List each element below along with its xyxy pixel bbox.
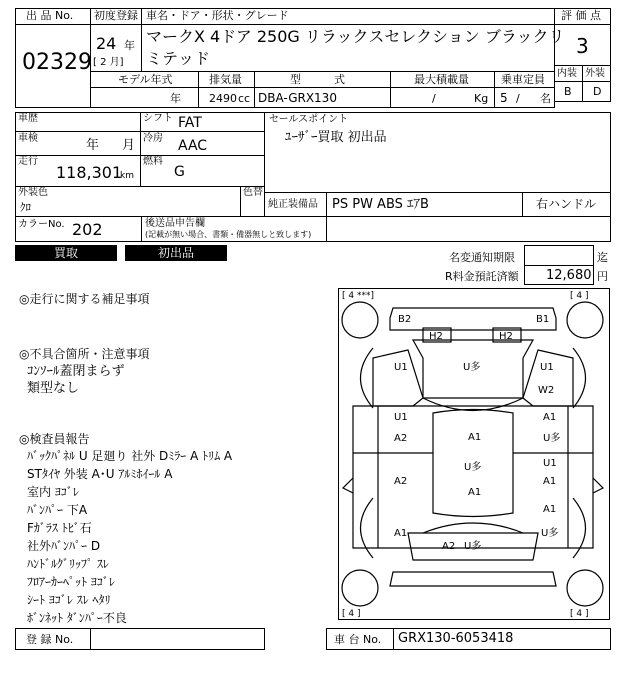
mileage-unit: km — [120, 171, 134, 181]
color-no-value: 202 — [72, 220, 103, 239]
defect-line: 類型なし — [27, 381, 80, 396]
displacement-unit: cc — [238, 92, 251, 105]
mark-roof-u: U多 — [464, 462, 482, 473]
mark-bumper-a2: A2 — [442, 541, 456, 552]
interior-label: 内装 — [557, 68, 577, 79]
inspector-title: ◎検査員報告 — [19, 432, 90, 446]
model-year-label: モデル年式 — [118, 73, 173, 86]
wheel-front-right — [567, 570, 603, 606]
mark-rear-door-l-a2: A2 — [394, 433, 408, 444]
mark-roof-a1-top: A1 — [468, 432, 482, 443]
car-name-line1: マークX 4ドア 250G リラックスセレクション ブラックリ — [146, 27, 565, 46]
wheel-rear-left — [342, 302, 378, 338]
tire-label-tr: [ 4 ] — [570, 291, 589, 301]
mileage-value: 118,301 — [56, 163, 123, 182]
ac-value: AAC — [178, 138, 208, 154]
interior-grade: B — [564, 85, 572, 98]
inspection-month-unit: 月 — [122, 138, 136, 153]
sales-point-value: ﾕｰｻﾞｰ買取 初出品 — [285, 130, 387, 145]
recycle-unit: 円 — [597, 270, 608, 283]
chassis-no-value: GRX130-6053418 — [398, 631, 514, 646]
shift-value: FAT — [178, 115, 202, 131]
inspector-line: 室内 ﾖｺﾞﾚ — [27, 485, 79, 499]
recycle-amount: 12,680 — [546, 268, 592, 283]
inspector-line: Fｶﾞﾗｽ ﾄﾋﾞ石 — [27, 521, 92, 535]
deadline-unit: 迄 — [597, 251, 608, 264]
deadline-box — [524, 245, 594, 266]
post-report-label: 後送品申告欄 — [145, 218, 205, 229]
inspector-line: 社外ﾊﾞﾝﾊﾟｰ D — [27, 539, 101, 553]
mark-rear-door-l-u1: U1 — [394, 412, 408, 423]
mark-front-door-r-a1: A1 — [543, 476, 557, 487]
ac-label: 冷房 — [143, 133, 163, 144]
max-load-unit: Kg — [474, 92, 489, 105]
fuel-value: G — [174, 164, 185, 180]
grade-label: 評 価 点 — [561, 9, 601, 22]
sales-point-label: セールスポイント — [269, 114, 349, 125]
color-value: ｸﾛ — [20, 201, 31, 214]
defect-line: ｺﾝｿｰﾙ蓋閉まらず — [27, 364, 125, 379]
defect-title: ◎不具合箇所・注意事項 — [19, 347, 150, 361]
type-value: DBA-GRX130 — [258, 91, 337, 105]
car-damage-diagram — [338, 288, 610, 620]
inspector-line: ﾊﾝﾄﾞﾙｸﾞﾘｯﾌﾟ ｽﾚ — [27, 557, 109, 571]
mark-fender-r-a1: A1 — [543, 504, 557, 515]
buyback-flag: 買取 — [15, 245, 117, 261]
color-no-label: カラーNo. — [18, 219, 65, 230]
mark-fender-l-a1: A1 — [394, 528, 408, 539]
model-year-unit: 年 — [170, 92, 181, 105]
inspection-year-unit: 年 — [86, 138, 100, 153]
registration-no-label: 登 録 No. — [26, 633, 74, 646]
mileage-label: 走行 — [18, 156, 38, 167]
shift-label: シフト — [143, 113, 173, 124]
color-change-label: 色替 — [243, 187, 263, 198]
tire-label-bl: [ 4 ] — [342, 609, 361, 619]
capacity-sep: / — [516, 92, 520, 105]
capacity-label: 乗車定員 — [501, 73, 545, 86]
color-label: 外装色 — [18, 187, 48, 198]
mark-front-door-r-u1: U1 — [543, 458, 557, 469]
history-label: 車歴 — [18, 113, 38, 124]
mark-w2: W2 — [538, 385, 555, 396]
tire-label-tl: [ 4 ***] — [342, 291, 374, 301]
mark-fender-r-u: U多 — [541, 528, 559, 539]
inspector-line: ﾊﾞｯｸﾊﾟﾈﾙ U 足廻り 社外 Dﾐﾗｰ A ﾄﾘﾑ A — [27, 449, 233, 463]
steering-value: 右ハンドル — [536, 197, 597, 211]
mark-trunk: U多 — [463, 362, 481, 373]
inspector-line: ｼｰﾄ ﾖｺﾞﾚ ｽﾚ ﾍﾀﾘ — [27, 593, 111, 607]
mark-h2-left: H2 — [429, 331, 443, 342]
inspector-line: ﾌﾛｱｰｶｰﾍﾟｯﾄ ﾖｺﾞﾚ — [27, 575, 115, 589]
tire-label-br: [ 4 ] — [570, 609, 589, 619]
mark-b2: B2 — [398, 314, 412, 325]
mark-b1: B1 — [536, 314, 550, 325]
car-name-label: 車名・ドア・形状・グレード — [146, 9, 289, 22]
wheel-rear-right — [567, 302, 603, 338]
mark-u1-right: U1 — [540, 362, 554, 373]
registration-month: [ 2 月] — [93, 57, 124, 68]
inspector-line: STﾀｲﾔ 外装 A･U ｱﾙﾐﾎｲｰﾙ A — [27, 467, 173, 481]
first-registration-label: 初度登録 — [94, 9, 138, 22]
driving-notes-title: ◎走行に関する補足事項 — [19, 292, 150, 306]
wheel-front-left — [342, 570, 378, 606]
registration-year: 24 — [96, 34, 117, 53]
mark-rear-door-r-u: U多 — [543, 433, 561, 444]
inspector-line: ﾎﾞﾝﾈｯﾄ ﾀﾞﾝﾊﾟｰ不良 — [27, 611, 127, 625]
registration-year-unit: 年 — [124, 39, 135, 52]
mark-bumper-u: U多 — [464, 541, 482, 552]
front-bumper-outline — [390, 572, 556, 586]
inspection-label: 車検 — [18, 133, 38, 144]
mark-rear-door-r-a1: A1 — [543, 412, 557, 423]
capacity-unit: 名 — [540, 92, 551, 105]
displacement-label: 排気量 — [209, 73, 242, 86]
exterior-label: 外装 — [585, 68, 605, 79]
rear-bumper-outline — [390, 308, 556, 330]
car-name-line2: ミテッド — [146, 49, 211, 68]
equipment-value: PS PW ABS ｴｱB — [332, 197, 429, 212]
mark-roof-a1-bottom: A1 — [468, 487, 482, 498]
deadline-label: 名変通知期限 — [449, 251, 515, 264]
fuel-label: 燃料 — [143, 156, 163, 167]
post-report-note: (記載が無い場合、書類・備器無しと致します) — [145, 230, 312, 239]
capacity-value: 5 — [500, 91, 508, 105]
color-box — [15, 186, 265, 217]
mark-u1-left: U1 — [394, 362, 408, 373]
max-load-label: 最大積載量 — [414, 73, 469, 86]
mark-front-door-l-a2: A2 — [394, 476, 408, 487]
chassis-no-label: 車 台 No. — [334, 633, 382, 646]
type-label: 型 式 — [290, 73, 345, 86]
lot-number: 02329 — [22, 50, 92, 75]
recycle-label: R料金預託済額 — [445, 270, 519, 283]
max-load-sep: / — [432, 92, 436, 105]
overall-grade: 3 — [576, 34, 589, 58]
equipment-label: 純正装備品 — [268, 199, 318, 210]
first-listing-flag: 初出品 — [125, 245, 227, 261]
lot-label: 出 品 No. — [26, 9, 74, 22]
exterior-grade: D — [593, 85, 602, 98]
inspector-line: ﾊﾞﾝﾊﾟｰ 下A — [27, 503, 88, 517]
mark-h2-right: H2 — [499, 331, 513, 342]
displacement-value: 2490 — [209, 92, 237, 105]
